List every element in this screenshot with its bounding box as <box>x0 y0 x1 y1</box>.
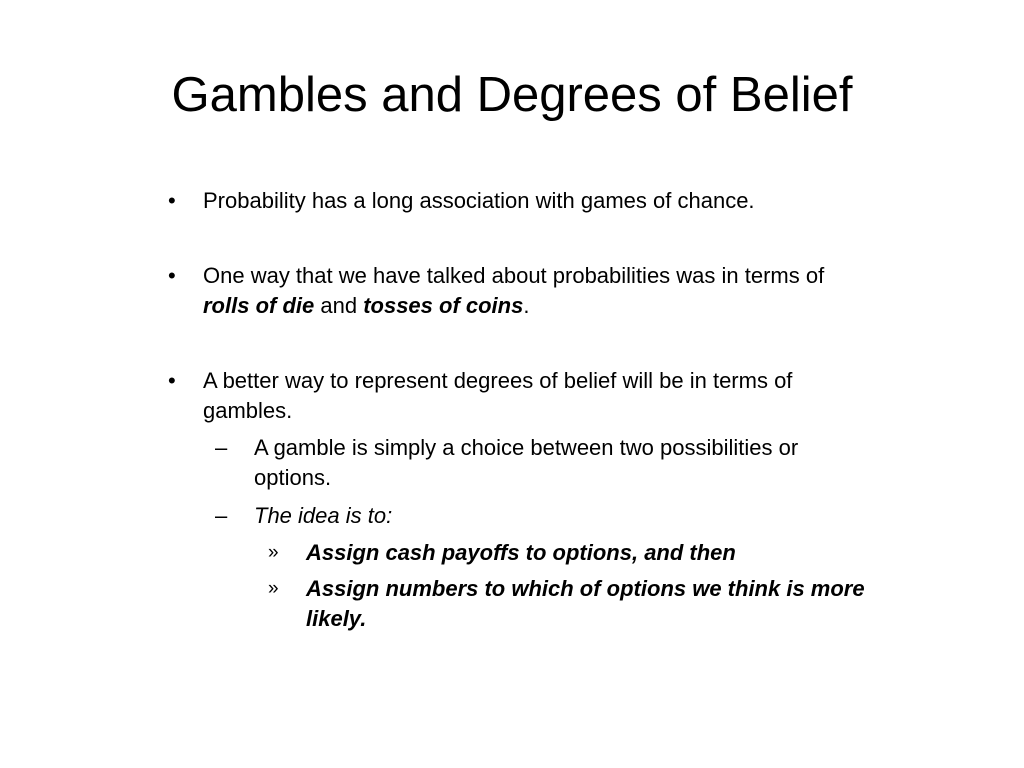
bullet-marker: • <box>168 188 176 213</box>
sub-bullet-1-line-2: options. <box>254 465 332 490</box>
dash-marker: – <box>215 503 228 528</box>
bullet-2-emphasis-rolls: rolls of die <box>203 293 315 318</box>
bullet-2-emphasis-tosses: tosses of coins <box>363 293 524 318</box>
sub-item-2-line-1: Assign numbers to which of options we think is more <box>306 576 865 601</box>
sub-bullet-1-line-1: A gamble is simply a choice between two possibilities or <box>254 435 799 460</box>
bullet-1-text: Probability has a long association with games of chance. <box>203 188 755 213</box>
bullet-3-line-2: gambles. <box>203 398 293 423</box>
chevron-marker: » <box>268 578 279 599</box>
sub-item-1-line-1: Assign cash payoffs to options, and then <box>306 540 736 565</box>
sub-item-2-line-2: likely. <box>306 606 367 631</box>
bullet-2-joiner: and <box>314 293 364 318</box>
bullet-marker: • <box>168 368 176 393</box>
bullet-3-line-1: A better way to represent degrees of belief will be in terms of <box>203 368 793 393</box>
chevron-marker: » <box>268 542 279 563</box>
slide-title: Gambles and Degrees of Belief <box>171 68 853 122</box>
sub-bullet-2-line-1: The idea is to: <box>254 503 393 528</box>
dash-marker: – <box>215 435 228 460</box>
bullet-2-line-1: One way that we have talked about probabilities was in terms of <box>203 263 825 288</box>
bullet-marker: • <box>168 263 176 288</box>
bullet-2-end: . <box>523 293 530 318</box>
bullet-2-line-2 <box>203 291 529 321</box>
